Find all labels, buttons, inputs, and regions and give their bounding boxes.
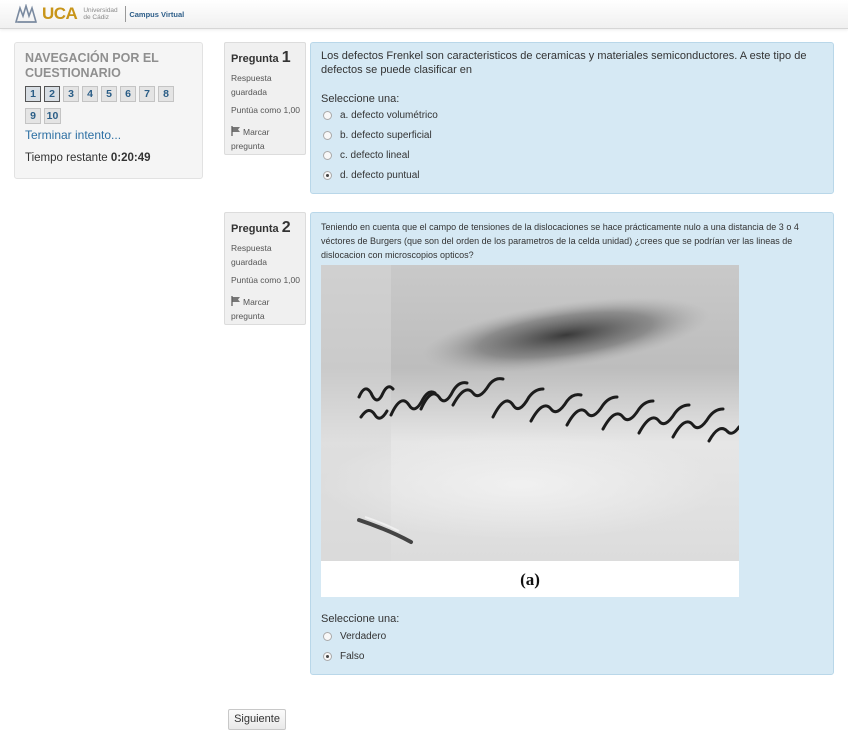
nav-question-9[interactable]: 9 — [25, 108, 41, 124]
question-2-flag[interactable] — [231, 295, 303, 323]
question-1-prompt: Seleccione una: — [321, 93, 400, 105]
question-2-info — [224, 212, 306, 325]
flag-icon — [231, 126, 241, 136]
question-1-state: Respuesta guardada — [231, 73, 272, 97]
question-2-grade: Puntúa como 1,00 — [231, 275, 300, 285]
question-1-number — [231, 49, 291, 67]
option-true-radio[interactable] — [323, 632, 332, 641]
nav-question-7[interactable]: 7 — [139, 86, 155, 102]
flag-icon — [231, 296, 241, 306]
question-1-option-c[interactable] — [323, 150, 410, 161]
nav-question-4[interactable]: 4 — [82, 86, 98, 102]
question-1-label: Pregunta — [231, 53, 279, 65]
question-1-option-d[interactable] — [323, 170, 420, 181]
option-b-label: b. defecto superficial — [340, 130, 432, 141]
question-1-option-b[interactable] — [323, 130, 432, 141]
uca-logo[interactable] — [14, 3, 184, 25]
nav-question-5[interactable]: 5 — [101, 86, 117, 102]
option-false-label: Falso — [340, 651, 365, 662]
logo-divider — [125, 6, 126, 22]
top-bar — [0, 0, 848, 29]
option-false-radio[interactable] — [323, 652, 332, 661]
nav-question-2[interactable]: 2 — [44, 86, 60, 102]
option-b-radio[interactable] — [323, 131, 332, 140]
question-1-number-value: 1 — [281, 49, 291, 66]
logo-text: UCA — [42, 4, 78, 23]
question-1-info — [224, 42, 306, 155]
option-d-radio[interactable] — [323, 171, 332, 180]
option-c-radio[interactable] — [323, 151, 332, 160]
micrograph-image — [321, 265, 739, 561]
next-button[interactable]: Siguiente — [228, 709, 286, 730]
question-2-option-false[interactable] — [323, 651, 364, 662]
question-1-grade: Puntúa como 1,00 — [231, 105, 300, 115]
question-2-number-value: 2 — [281, 219, 291, 236]
figure-label: (a) — [520, 570, 540, 589]
nav-question-8[interactable]: 8 — [158, 86, 174, 102]
quiz-navigation — [14, 42, 203, 179]
logo-subtitle: Universidad de Cádiz — [83, 7, 118, 21]
option-a-radio[interactable] — [323, 111, 332, 120]
question-2-state: Respuesta guardada — [231, 243, 272, 267]
quiz-navigation-title: NAVEGACIÓN POR EL CUESTIONARIO — [25, 51, 159, 80]
question-2-label: Pregunta — [231, 223, 279, 235]
nav-question-10[interactable]: 10 — [44, 108, 61, 124]
campus-virtual-label: Campus Virtual — [129, 9, 185, 19]
option-d-label: d. defecto puntual — [340, 170, 420, 181]
question-1-content — [310, 42, 834, 194]
question-2-text: Teniendo en cuenta que el campo de tensiones de la dislocaciones se hace prácticamente nulo a una distancia de 3 o 4 véctores de Burgers (que son del orden de los parametros de la celda unidad) ¿crees que se podrían ver las lineas de dislocacion con microscopios opticos? — [321, 222, 799, 260]
timer-value: 0:20:49 — [110, 152, 151, 164]
question-2-flag-label: Marcar pregunta — [231, 297, 270, 321]
option-c-label: c. defecto lineal — [340, 150, 410, 161]
question-2-content — [310, 212, 834, 675]
finish-attempt-link[interactable]: Terminar intento... — [25, 128, 122, 142]
dislocation-micrograph — [321, 265, 739, 597]
question-1-text: Los defectos Frenkel son caracteristicos de ceramicas y materiales semiconductores. A este tipo de defectos se puede clasificar en — [321, 50, 807, 76]
timer-label: Tiempo restante — [25, 152, 108, 164]
question-2-number — [231, 219, 291, 237]
option-true-label: Verdadero — [340, 631, 387, 642]
nav-question-1[interactable]: 1 — [25, 86, 41, 102]
question-2-option-true[interactable] — [323, 631, 386, 642]
nav-question-3[interactable]: 3 — [63, 86, 79, 102]
time-remaining — [25, 152, 151, 164]
question-1-flag-label: Marcar pregunta — [231, 127, 270, 151]
question-1-option-a[interactable] — [323, 110, 438, 121]
uca-emblem-icon — [14, 4, 40, 24]
option-a-label: a. defecto volumétrico — [340, 110, 438, 121]
nav-question-6[interactable]: 6 — [120, 86, 136, 102]
question-2-prompt: Seleccione una: — [321, 613, 400, 625]
question-1-flag[interactable] — [231, 125, 303, 153]
